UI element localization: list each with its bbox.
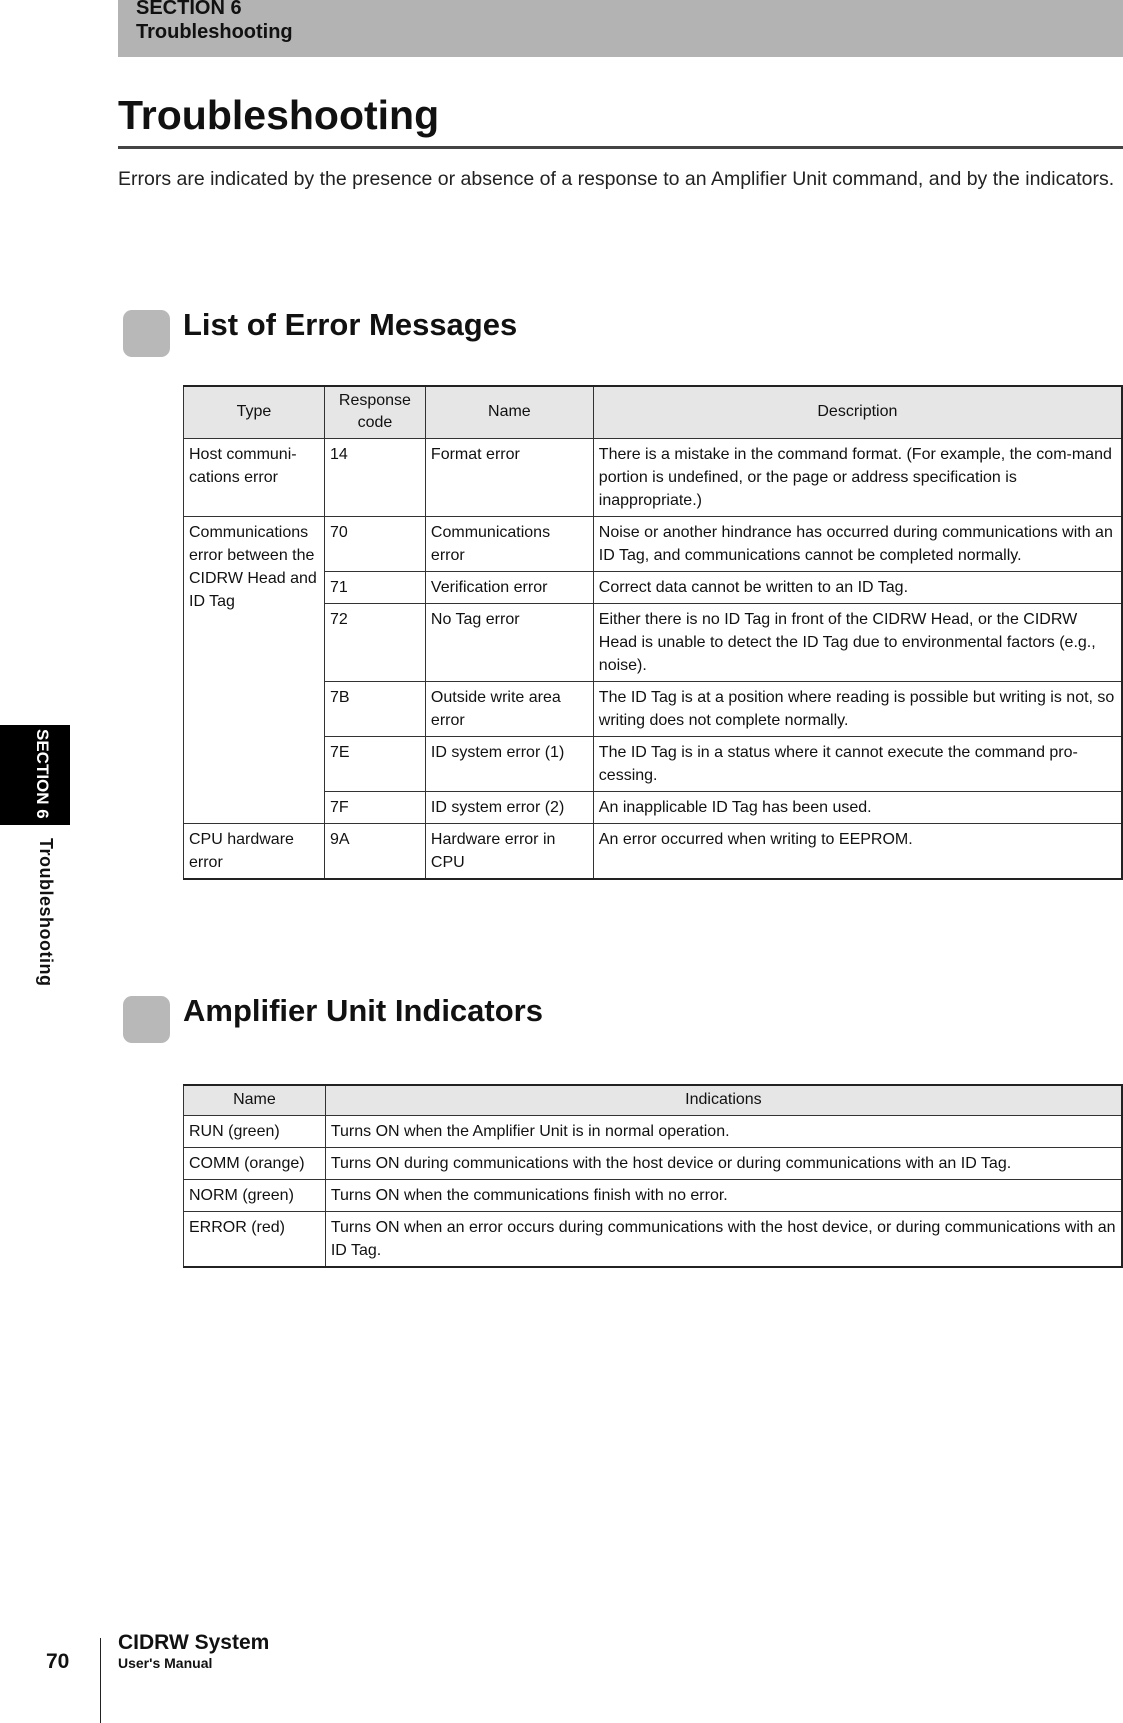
- indicator-name-cell: RUN (green): [184, 1115, 326, 1147]
- error-description-cell: The ID Tag is in a status where it cannot execute the command pro-cessing.: [593, 736, 1122, 791]
- error-description-cell: An inapplicable ID Tag has been used.: [593, 791, 1122, 823]
- table-row: [184, 681, 1123, 736]
- table-header-row: [184, 386, 1123, 438]
- side-tab-section-label: SECTION 6: [33, 729, 52, 819]
- table-row: [184, 823, 1123, 879]
- column-header: Description: [593, 386, 1122, 438]
- response-code-cell: 71: [324, 571, 425, 603]
- indicator-name-cell: COMM (orange): [184, 1147, 326, 1179]
- intro-paragraph: Errors are indicated by the presence or absence of a response to an Amplifier Unit command, and by the indicators.: [118, 168, 1115, 190]
- error-name-cell: Hardware error in CPU: [425, 823, 593, 879]
- column-header: Response code: [324, 386, 425, 438]
- error-description-cell: The ID Tag is at a position where reading is possible but writing is not, so writing does not complete normally.: [593, 681, 1122, 736]
- indicator-name-cell: NORM (green): [184, 1179, 326, 1211]
- indicator-name-cell: ERROR (red): [184, 1211, 326, 1267]
- header-chapter-label: Troubleshooting: [136, 21, 293, 43]
- table-row: [184, 516, 1123, 571]
- section-header-band: [118, 0, 1123, 57]
- error-messages-heading: List of Error Messages: [183, 307, 518, 342]
- section-marker-icon: [123, 996, 170, 1043]
- error-description-cell: Correct data cannot be written to an ID Tag.: [593, 571, 1122, 603]
- indicator-description-cell: Turns ON during communications with the host device or during communications with an ID Tag.: [325, 1147, 1122, 1179]
- error-name-cell: Verification error: [425, 571, 593, 603]
- response-code-cell: 7E: [324, 736, 425, 791]
- header-section-label: SECTION 6: [136, 0, 242, 19]
- error-messages-table: [183, 385, 1123, 880]
- response-code-cell: 14: [324, 438, 425, 516]
- table-row: [184, 1147, 1123, 1179]
- error-name-cell: Format error: [425, 438, 593, 516]
- error-description-cell: An error occurred when writing to EEPROM.: [593, 823, 1122, 879]
- table-row: [184, 603, 1123, 681]
- error-type-cell: CPU hardware error: [184, 823, 325, 879]
- table-row: [184, 1115, 1123, 1147]
- footer-manual-label: User's Manual: [118, 1655, 213, 1671]
- table-row: [184, 791, 1123, 823]
- page-title: Troubleshooting: [118, 92, 440, 138]
- amplifier-indicators-heading: Amplifier Unit Indicators: [183, 993, 543, 1028]
- error-type-cell: Communications error between the CIDRW Head and ID Tag: [184, 516, 325, 823]
- error-description-cell: There is a mistake in the command format. (For example, the com-mand portion is undefined, or the page or address specification is inappropriate.): [593, 438, 1122, 516]
- side-tab-chapter-label: Troubleshooting: [36, 838, 56, 987]
- error-type-cell: Host communi-cations error: [184, 438, 325, 516]
- error-name-cell: Communications error: [425, 516, 593, 571]
- table-row: [184, 571, 1123, 603]
- table-row: [184, 736, 1123, 791]
- response-code-cell: 7F: [324, 791, 425, 823]
- amplifier-indicators-table: [183, 1084, 1123, 1268]
- error-name-cell: No Tag error: [425, 603, 593, 681]
- footer-product-name: CIDRW System: [118, 1631, 270, 1654]
- column-header: Name: [184, 1085, 326, 1115]
- footer-divider: [100, 1638, 101, 1723]
- column-header: Indications: [325, 1085, 1122, 1115]
- title-divider: [118, 146, 1123, 149]
- section-marker-icon: [123, 310, 170, 357]
- response-code-cell: 9A: [324, 823, 425, 879]
- indicator-description-cell: Turns ON when the communications finish with no error.: [325, 1179, 1122, 1211]
- column-header: Name: [425, 386, 593, 438]
- table-row: [184, 1179, 1123, 1211]
- error-name-cell: ID system error (1): [425, 736, 593, 791]
- error-description-cell: Noise or another hindrance has occurred during communications with an ID Tag, and communications cannot be completed normally.: [593, 516, 1122, 571]
- column-header: Type: [184, 386, 325, 438]
- response-code-cell: 70: [324, 516, 425, 571]
- error-name-cell: ID system error (2): [425, 791, 593, 823]
- table-header-row: [184, 1085, 1123, 1115]
- indicator-description-cell: Turns ON when an error occurs during communications with the host device, or during communications with an ID Tag.: [325, 1211, 1122, 1267]
- page-number: 70: [46, 1650, 70, 1673]
- indicator-description-cell: Turns ON when the Amplifier Unit is in normal operation.: [325, 1115, 1122, 1147]
- error-description-cell: Either there is no ID Tag in front of the CIDRW Head, or the CIDRW Head is unable to detect the ID Tag due to environmental factors (e.g., noise).: [593, 603, 1122, 681]
- response-code-cell: 7B: [324, 681, 425, 736]
- table-row: [184, 1211, 1123, 1267]
- response-code-cell: 72: [324, 603, 425, 681]
- table-row: [184, 438, 1123, 516]
- error-name-cell: Outside write area error: [425, 681, 593, 736]
